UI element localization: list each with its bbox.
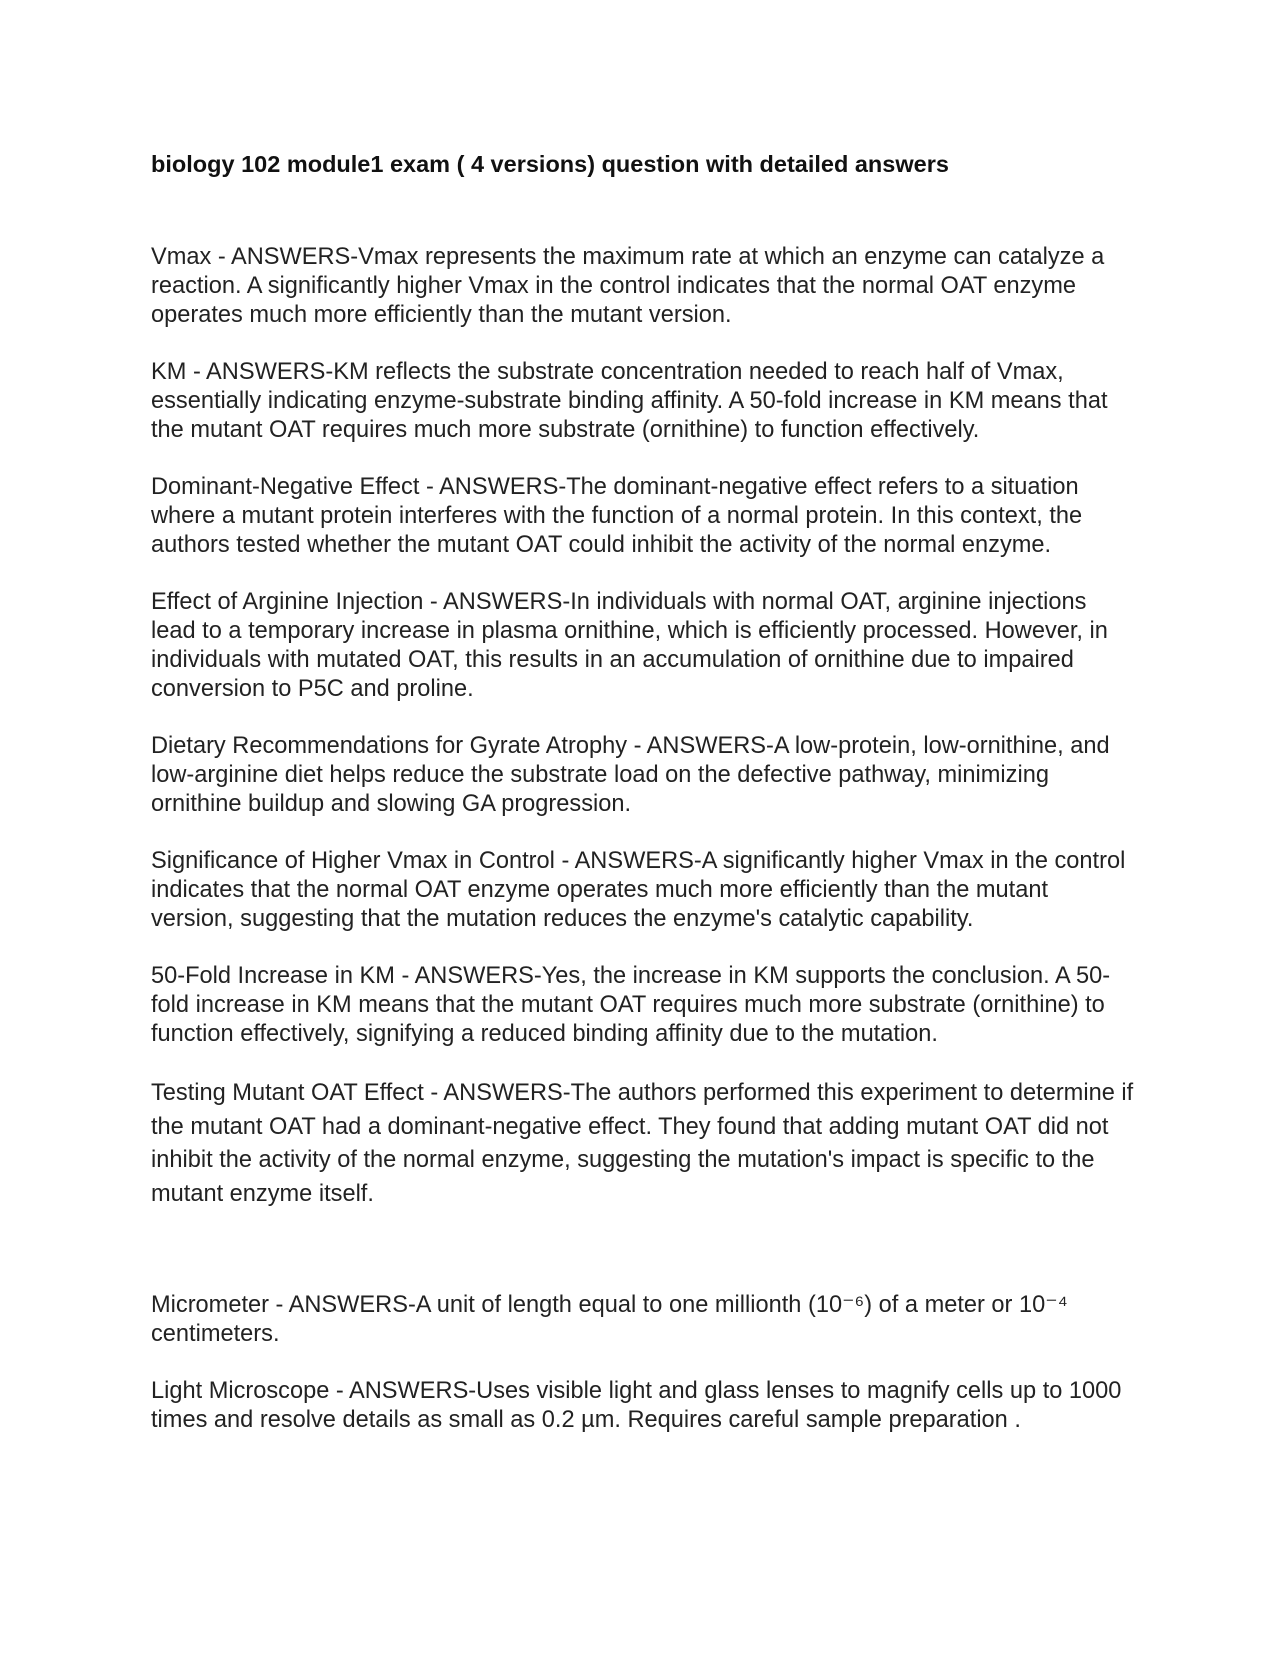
qa-entry-higher-vmax: Significance of Higher Vmax in Control - ANSWERS-A significantly higher Vmax in the control indicates that the normal OAT enzyme operates much more efficiently than the mutant version, suggesting that the mutation reduces the enzyme's catalytic capability. [151,848,1126,932]
qa-entry-km: KM - ANSWERS-KM reflects the substrate concentration needed to reach half of Vmax, essentially indicating enzyme-substrate binding affinity. A 50-fold increase in KM means that the mutant OAT requires much more substrate (ornithine) to function effectively. [151,359,1108,443]
qa-entry-light-microscope: Light Microscope - ANSWERS-Uses visible light and glass lenses to magnify cells up to 1000 times and resolve details as small as 0.2 µm. Requires careful sample preparation . [151,1378,1122,1433]
qa-entry-arginine-injection: Effect of Arginine Injection - ANSWERS-In individuals with normal OAT, arginine injections lead to a temporary increase in plasma ornithine, which is efficiently processed. However, in individuals with mutated OAT, this results in an accumulation of ornithine due to impaired conversion to P5C and proline. [151,589,1108,702]
qa-entry-dietary-recommendations: Dietary Recommendations for Gyrate Atrophy - ANSWERS-A low-protein, low-ornithine, and low-arginine diet helps reduce the substrate load on the defective pathway, minimizing ornithine buildup and slowing GA progression. [151,733,1110,817]
qa-entry-testing-mutant-oat: Testing Mutant OAT Effect - ANSWERS-The authors performed this experiment to determine if the mutant OAT had a dominant-negative effect. They found that adding mutant OAT did not inhibit the activity of the normal enzyme, suggesting the mutation's impact is specific to the mutant enzyme itself. [151,1080,1134,1207]
qa-entry-50-fold-km: 50-Fold Increase in KM - ANSWERS-Yes, the increase in KM supports the conclusion. A 50-fold increase in KM means that the mutant OAT requires much more substrate (ornithine) to function effectively, signifying a reduced binding affinity due to the mutation. [151,963,1111,1047]
document-page [151,150,1136,1463]
qa-entries [151,243,1136,1435]
qa-entry-micrometer: Micrometer - ANSWERS-A unit of length equal to one millionth (10⁻⁶) of a meter or 10⁻⁴ centimeters. [151,1292,1068,1347]
qa-entry-vmax: Vmax - ANSWERS-Vmax represents the maximum rate at which an enzyme can catalyze a reaction. A significantly higher Vmax in the control indicates that the normal OAT enzyme operates much more efficiently than the mutant version. [151,244,1105,328]
document-title: biology 102 module1 exam ( 4 versions) question with detailed answers [151,151,949,177]
qa-entry-dominant-negative: Dominant-Negative Effect - ANSWERS-The dominant-negative effect refers to a situation where a mutant protein interferes with the function of a normal protein. In this context, the authors tested whether the mutant OAT could inhibit the activity of the normal enzyme. [151,474,1083,558]
